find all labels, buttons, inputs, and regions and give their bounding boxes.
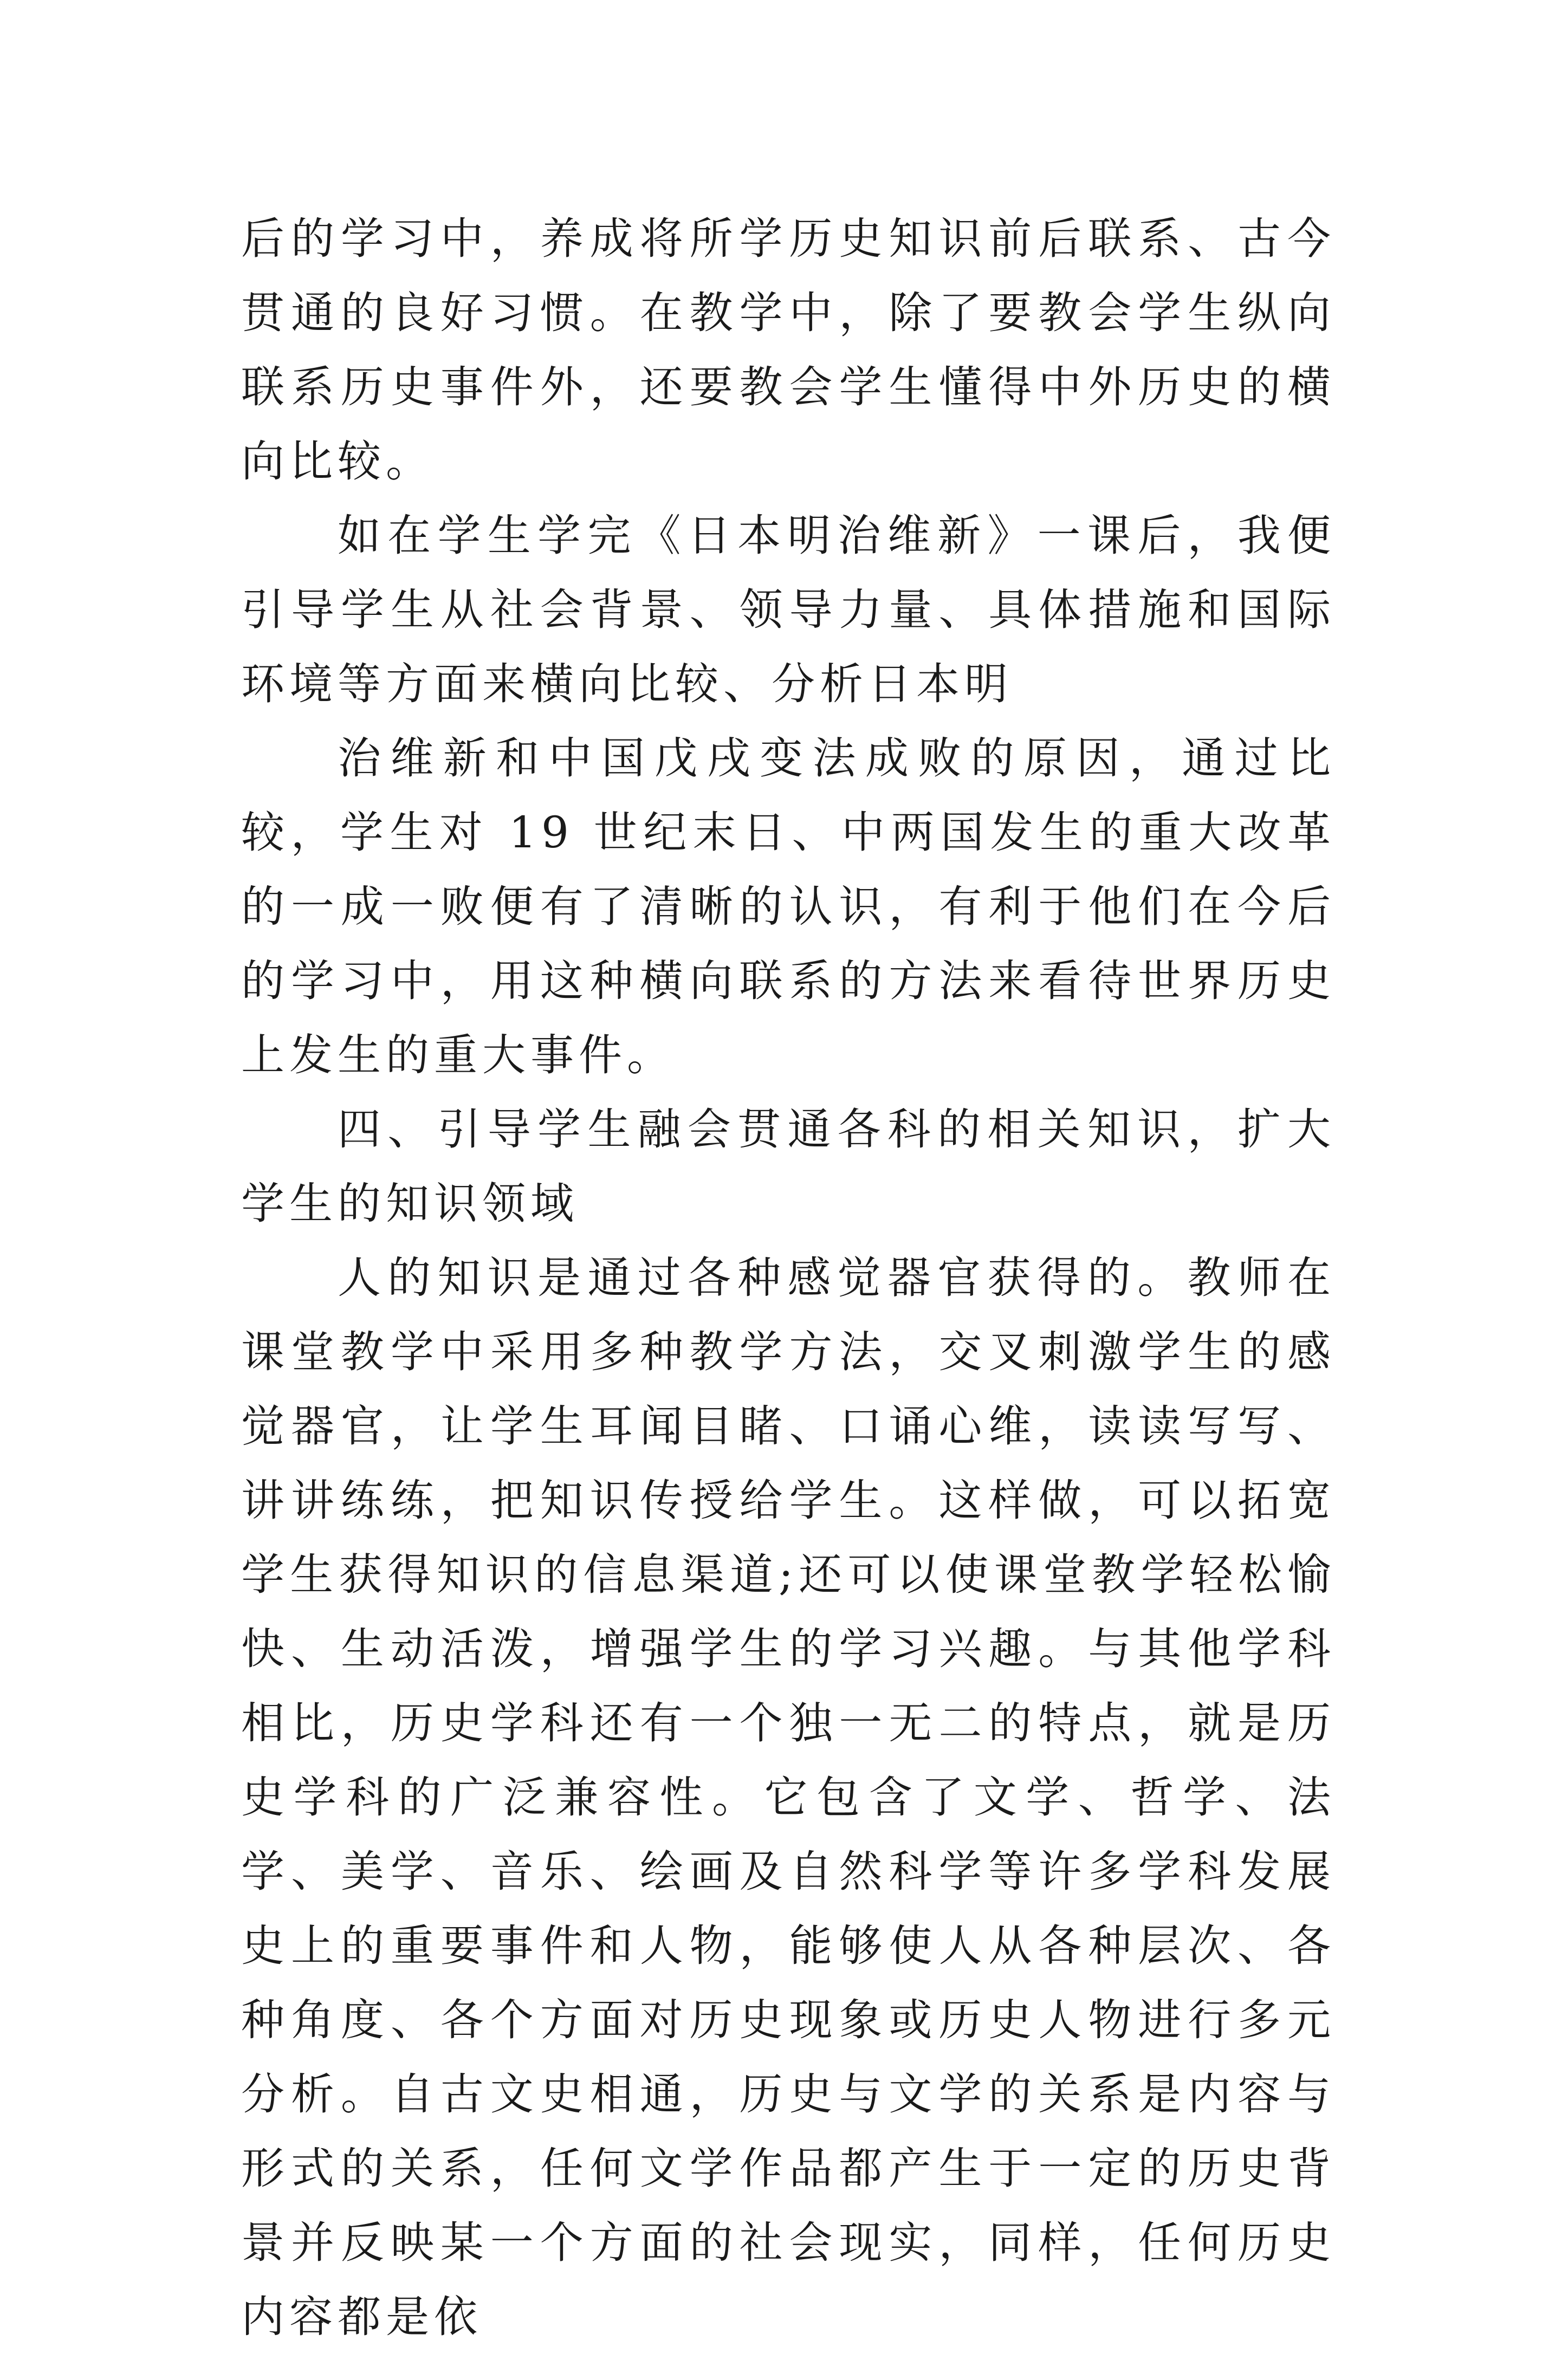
paragraph-continuation: 后的学习中，养成将所学历史知识前后联系、古今贯通的良好习惯。在教学中，除了要教会学生纵向联系历史事件外，还要教会学生懂得中外历史的横向比较。 [241, 213, 1336, 487]
body-text [241, 202, 1336, 2354]
paragraph-comparison-result: 治维新和中国戊戌变法成败的原因，通过比较，学生对 19 世纪末日、中两国发生的重大改革的一成一败便有了清晰的认识，有利于他们在今后的学习中，用这种横向联系的方法来看待世界历史上发生的重大事件。 [241, 733, 1336, 1080]
paragraph-knowledge-senses: 人的知识是通过各种感觉器官获得的。教师在课堂教学中采用多种教学方法，交叉刺激学生的感觉器官，让学生耳闻目睹、口诵心维，读读写写、讲讲练练，把知识传授给学生。这样做，可以拓宽学生获得知识的信息渠道;还可以使课堂教学轻松愉快、生动活泼，增强学生的学习兴趣。与其他学科相比，历史学科还有一个独一无二的特点，就是历史学科的广泛兼容性。它包含了文学、哲学、法学、美学、音乐、绘画及自然科学等许多学科发展史上的重要事件和人物，能够使人从各种层次、各种角度、各个方面对历史现象或历史人物进行多元分析。自古文史相通，历史与文学的关系是内容与形式的关系，任何文学作品都产生于一定的历史背景并反映某一个方面的社会现实，同样，任何历史内容都是依 [241, 1253, 1336, 2342]
paragraph-meiji-example: 如在学生学完《日本明治维新》一课后，我便引导学生从社会背景、领导力量、具体措施和国际环境等方面来横向比较、分析日本明 [241, 510, 1336, 709]
section-heading-four: 四、引导学生融会贯通各科的相关知识，扩大学生的知识领域 [241, 1104, 1336, 1229]
